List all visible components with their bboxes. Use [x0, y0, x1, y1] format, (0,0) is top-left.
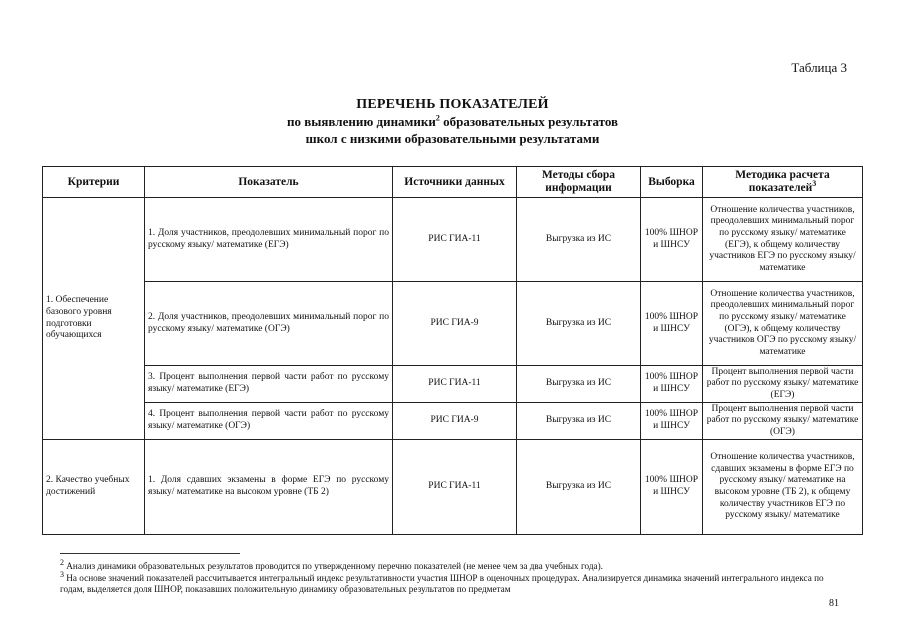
footnote-text: Анализ динамики образовательных результатов проводится по утвержденному перечню показателей (не менее чем за два учебных года). [64, 561, 603, 571]
header-calc-method-label: Методика расчета показателей [735, 169, 830, 194]
page-number: 81 [829, 598, 839, 609]
sample-cell: 100% ШНОР и ШНСУ [641, 440, 703, 535]
table-label: Таблица 3 [791, 60, 847, 75]
title-line-2-end: образовательных результатов [439, 114, 619, 129]
header-methods: Методы сбора информации [517, 167, 641, 198]
sample-cell: 100% ШНОР и ШНСУ [641, 282, 703, 366]
table-header-row [43, 167, 863, 198]
document-title [0, 96, 905, 147]
footnote-3 [60, 569, 850, 596]
footnote-mark: 3 [60, 569, 64, 579]
method-cell: Выгрузка из ИС [517, 403, 641, 440]
calc-cell: Отношение количества участников, сдавших экзамены в форме ЕГЭ по русскому языку/ математике на высоком уровне (ТБ 2), к общему количеству участников ЕГЭ по русскому языку/ математике [703, 440, 863, 535]
header-sources: Источники данных [393, 167, 517, 198]
title-line-1: ПЕРЕЧЕНЬ ПОКАЗАТЕЛЕЙ [356, 97, 549, 112]
sample-cell: 100% ШНОР и ШНСУ [641, 366, 703, 403]
criterion-cell: 1. Обеспечение базового уровня подготовки обучающихся [43, 198, 145, 440]
source-cell: РИС ГИА-11 [393, 366, 517, 403]
header-sample: Выборка [641, 167, 703, 198]
method-cell: Выгрузка из ИС [517, 198, 641, 282]
source-cell: РИС ГИА-9 [393, 282, 517, 366]
calc-cell: Отношение количества участников, преодолевших минимальный порог по русскому языку/ математике (ЕГЭ), к общему количеству участников ЕГЭ по русскому языку/ математике [703, 198, 863, 282]
header-indicator: Показатель [145, 167, 393, 198]
footnote-2 [60, 557, 850, 573]
indicator-cell: 1. Доля участников, преодолевших минимальный порог по русскому языку/ математике (ЕГЭ) [145, 198, 393, 282]
footnote-ref-3: 3 [812, 179, 817, 189]
header-criteria: Критерии [43, 167, 145, 198]
source-cell: РИС ГИА-11 [393, 198, 517, 282]
sample-cell: 100% ШНОР и ШНСУ [641, 198, 703, 282]
indicator-cell: 3. Процент выполнения первой части работ по русскому языку/ математике (ЕГЭ) [145, 366, 393, 403]
footnote-ref-2: 2 [435, 113, 440, 123]
footnotes [60, 557, 850, 596]
source-cell: РИС ГИА-11 [393, 440, 517, 535]
indicator-cell: 4. Процент выполнения первой части работ по русскому языку/ математике (ОГЭ) [145, 403, 393, 440]
method-cell: Выгрузка из ИС [517, 440, 641, 535]
calc-cell: Отношение количества участников, преодолевших минимальный порог по русскому языку/ математике (ОГЭ), к общему количеству участников ОГЭ по русскому языку/ математике [703, 282, 863, 366]
source-cell: РИС ГИА-9 [393, 403, 517, 440]
title-line-2-start: по выявлению динамики [286, 114, 436, 129]
calc-cell: Процент выполнения первой части работ по русскому языку/ математике (ЕГЭ) [703, 366, 863, 403]
method-cell: Выгрузка из ИС [517, 282, 641, 366]
table-row [43, 440, 863, 535]
table-row [43, 366, 863, 403]
title-line-2 [0, 113, 905, 130]
sample-cell: 100% ШНОР и ШНСУ [641, 403, 703, 440]
indicator-cell: 1. Доля сдавших экзамены в форме ЕГЭ по русскому языку/ математике на высоком уровне (ТБ 2) [145, 440, 393, 535]
table-row [43, 403, 863, 440]
indicators-table [42, 166, 863, 535]
footnote-mark: 2 [60, 557, 64, 567]
table-row [43, 198, 863, 282]
indicator-cell: 2. Доля участников, преодолевших минимальный порог по русскому языку/ математике (ОГЭ) [145, 282, 393, 366]
calc-cell: Процент выполнения первой части работ по русскому языку/ математике (ОГЭ) [703, 403, 863, 440]
title-line-3: школ с низкими образовательными результатами [305, 131, 600, 146]
footnote-divider [60, 553, 240, 554]
footnote-text: На основе значений показателей рассчитывается интегральный индекс результативности участия ШНОР в оценочных процедурах. Анализируется динамика значений интегрального индекса по годам, выделяется доля ШНОР, показавших положительную динамику образовательных результатов по предметам [60, 572, 824, 594]
criterion-cell: 2. Качество учебных достижений [43, 440, 145, 535]
method-cell: Выгрузка из ИС [517, 366, 641, 403]
header-calc-method [703, 167, 863, 198]
table-row [43, 282, 863, 366]
